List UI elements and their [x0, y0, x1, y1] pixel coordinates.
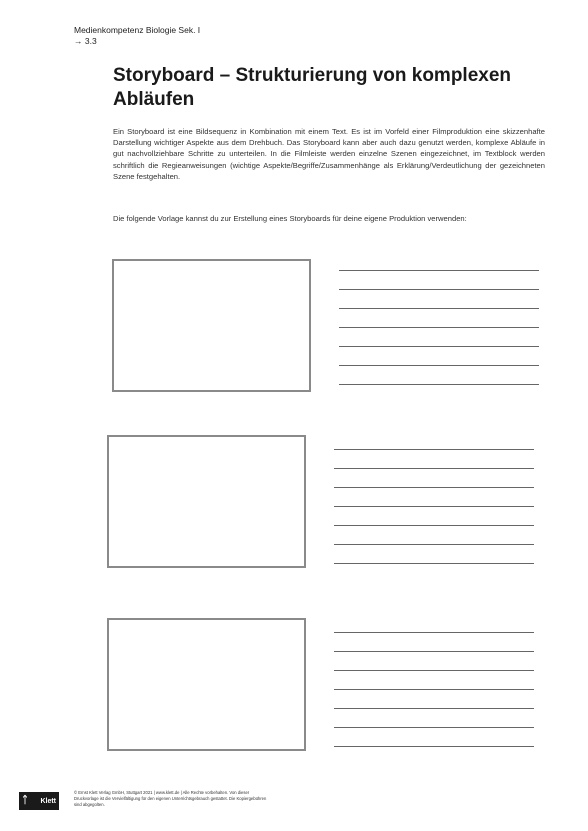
- text-line: [334, 544, 534, 545]
- text-line: [339, 384, 539, 385]
- text-line: [334, 708, 534, 709]
- text-line: [339, 327, 539, 328]
- page-title: Storyboard – Strukturierung von komplexen Abläufen: [113, 65, 512, 110]
- storyboard-text-lines-2[interactable]: [334, 449, 534, 582]
- klett-mark-icon: ᛏ: [22, 795, 28, 806]
- series-title: Medienkompetenz Biologie Sek. I: [74, 25, 201, 35]
- text-line: [334, 487, 534, 488]
- text-line: [334, 651, 534, 652]
- text-line: [334, 727, 534, 728]
- text-line: [334, 506, 534, 507]
- text-line: [334, 689, 534, 690]
- text-line: [339, 308, 539, 309]
- storyboard-frame-1[interactable]: [112, 259, 311, 392]
- storyboard-frame-2[interactable]: [107, 435, 306, 568]
- text-line: [334, 632, 534, 633]
- text-line: [334, 468, 534, 469]
- klett-logo: [19, 792, 59, 810]
- header: [74, 25, 200, 47]
- text-line: [334, 746, 534, 747]
- text-line: [334, 525, 534, 526]
- intro-paragraph: Ein Storyboard ist eine Bildsequenz in Kombination mit einem Text. Es ist im Vorfeld einer Filmproduktion eine skizzenhafte Darstellung wichtiger Aspekte aus dem Drehbuch. Das Storyboard kann aber auch dazu genutzt werden, komplexe Abläufe in gut nachvollziehbare Schritte zu unterteilen. In die Filmleiste werden einzelne Szenen eingezeichnet, im Textblock werden schriftlich die Regieanweisungen (wichtige Aspekte/Begriffe/Zusammenhänge als Erklärung/Verdeutlichung der gezeichneten Szene festgehalten.: [113, 127, 545, 181]
- instruction-paragraph: Die folgende Vorlage kannst du zur Erstellung eines Storyboards für deine eigene Produktion verwenden:: [113, 214, 467, 223]
- section-ref: → 3.3: [74, 36, 97, 46]
- logo-text: Klett: [40, 797, 56, 805]
- text-line: [339, 346, 539, 347]
- text-line: [339, 289, 539, 290]
- copyright-notice: © Ernst Klett Verlag GmbH, Stuttgart 2021 | www.klett.de | Alle Rechte vorbehalten. Von dieser Druckvorlage ist die Vervielfältigung für den eigenen Unterrichtsgebrauch gestattet. Die Kopiergebühren sind abgegolten.: [74, 790, 267, 807]
- storyboard-frame-3[interactable]: [107, 618, 306, 751]
- text-line: [334, 449, 534, 450]
- text-line: [334, 670, 534, 671]
- text-line: [339, 270, 539, 271]
- storyboard-text-lines-3[interactable]: [334, 632, 534, 765]
- text-line: [334, 563, 534, 564]
- text-line: [339, 365, 539, 366]
- storyboard-text-lines-1[interactable]: [339, 270, 539, 403]
